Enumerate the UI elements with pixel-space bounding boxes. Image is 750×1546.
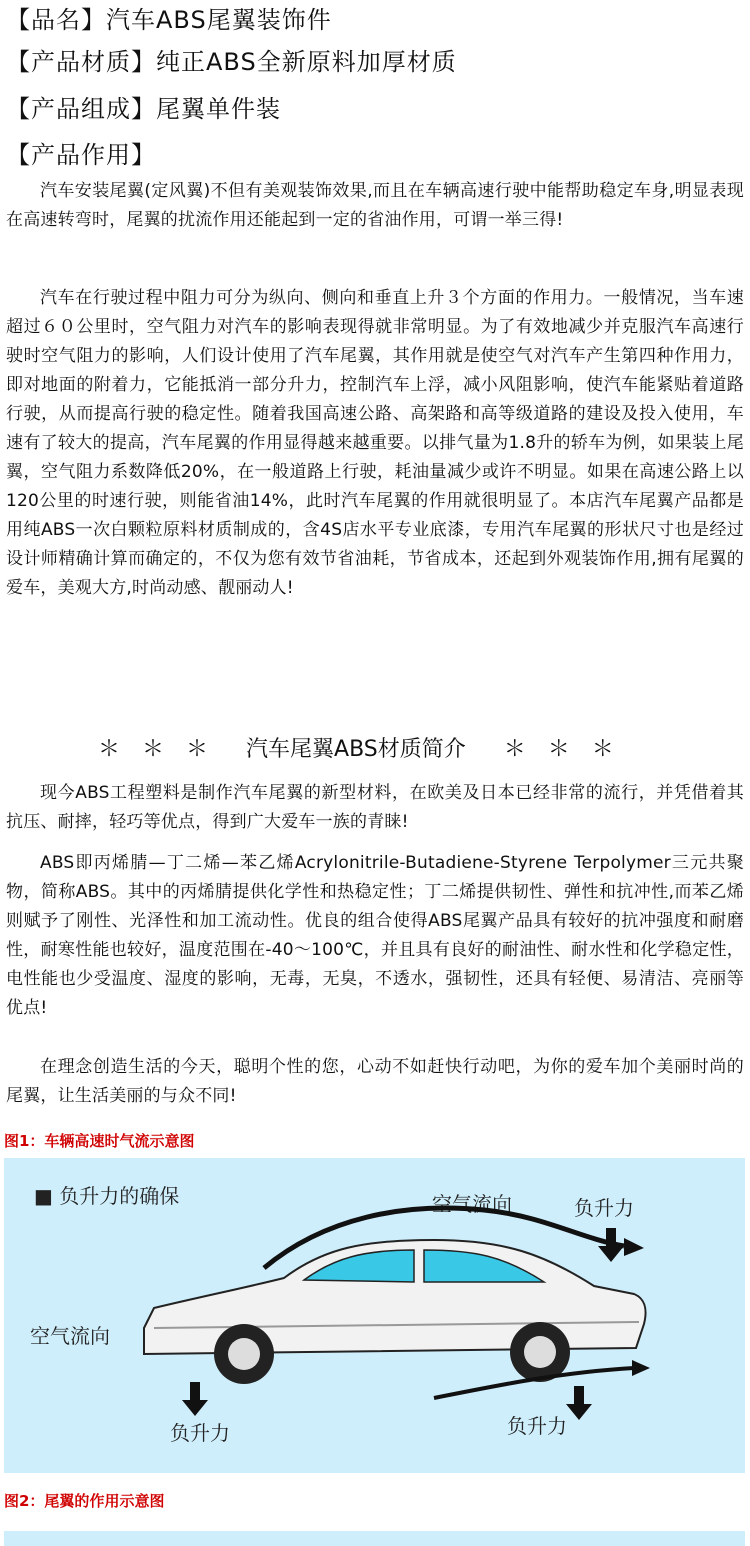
car-illustration — [4, 1158, 745, 1473]
label-airflow-top: 空气流向 — [432, 1192, 512, 1216]
spec-composition: 【产品组成】尾翼单件装 — [6, 95, 281, 123]
spec-function-heading: 【产品作用】 — [6, 141, 156, 169]
stars-left: ＊ ＊ ＊ — [98, 737, 209, 762]
bottom-left-downforce-arrowhead — [182, 1400, 208, 1416]
top-downforce-arrow-shaft — [606, 1228, 616, 1248]
figure-2-diagram — [4, 1531, 745, 1546]
top-downforce-arrowhead — [598, 1246, 624, 1262]
material-paragraph-2: ABS即丙烯腈—丁二烯—苯乙烯Acrylonitrile-Butadiene-Styrene Terpolymer三元共聚物，简称ABS。其中的丙烯腈提供化学性和热稳定性；丁二烯提供韧性、弹性和抗冲性,而苯乙烯则赋予了刚性、光泽性和加工流动性。优良的组合使得ABS尾翼产品具有较好的抗冲强度和耐磨性，耐寒性能也较好，温度范围在-40～100℃，并且具有良好的耐油性、耐水性和化学稳定性，电性能也少受温度、湿度的影响，无毒，无臭，不透水，强韧性，还具有轻便、易清洁、亮丽等优点! — [6, 853, 744, 1018]
figure-1-airflow-diagram — [4, 1158, 745, 1473]
label-lift-bottom-right: 负升力 — [507, 1414, 567, 1438]
stars-right: ＊ ＊ ＊ — [503, 737, 614, 762]
intro-paragraph-2: 汽车在行驶过程中阻力可分为纵向、侧向和垂直上升３个方面的作用力。一般情况，当车速超过６０公里时，空气阻力对汽车的影响表现得就非常明显。为了有效地减少并克服汽车高速行驶时空气阻力的影响，人们设计使用了汽车尾翼，其作用就是使空气对汽车产生第四种作用力，即对地面的附着力，它能抵消一部分升力，控制汽车上浮，减小风阻影响，使汽车能紧贴着道路行驶，从而提高行驶的稳定性。随着我国高速公路、高架路和高等级道路的建设及投入使用，车速有了较大的提高，汽车尾翼的作用显得越来越重要。以排气量为1.8升的轿车为例，如果装上尾翼，空气阻力系数降低20%，在一般道路上行驶，耗油量减少或许不明显。如果在高速公路上以120公里的时速行驶，则能省油14%，此时汽车尾翼的作用就很明显了。本店汽车尾翼产品都是用纯ABS一次白颗粒原料材质制成的，含4S店水平专业底漆，专用汽车尾翼的形状尺寸也是经过设计师精确计算而确定的，不仅为您有效节省油耗，节省成本，还起到外观装饰作用,拥有尾翼的爱车，美观大方,时尚动感、靓丽动人! — [6, 288, 744, 598]
figure-1-caption: 图1：车辆高速时气流示意图 — [4, 1132, 195, 1150]
rear-hub — [524, 1336, 556, 1368]
figure-2-caption: 图2：尾翼的作用示意图 — [4, 1492, 165, 1510]
roof-airflow-arrowhead — [624, 1238, 644, 1256]
section-heading — [0, 732, 750, 763]
material-paragraph-1: 现今ABS工程塑料是制作汽车尾翼的新型材料，在欧美及日本已经非常的流行，并凭借着其抗压、耐摔，轻巧等优点，得到广大爱车一族的青睐! — [6, 783, 744, 832]
label-lift-top: 负升力 — [574, 1196, 634, 1220]
material-paragraph-3: 在理念创造生活的今天，聪明个性的您，心动不如赶快行动吧，为你的爱车加个美丽时尚的尾翼，让生活美丽的与众不同! — [6, 1057, 744, 1106]
spec-material: 【产品材质】纯正ABS全新原料加厚材质 — [6, 48, 457, 76]
bottom-right-downforce-shaft — [574, 1386, 584, 1406]
front-hub — [228, 1338, 260, 1370]
label-airflow-left: 空气流向 — [30, 1324, 110, 1348]
intro-paragraph-1: 汽车安装尾翼(定风翼)不但有美观装饰效果,而且在车辆高速行驶中能帮助稳定车身,明显表现在高速转弯时，尾翼的扰流作用还能起到一定的省油作用，可谓一举三得! — [6, 181, 744, 230]
label-lift-bottom-left: 负升力 — [170, 1421, 230, 1445]
bottom-right-downforce-arrowhead — [566, 1404, 592, 1420]
under-airflow-arrowhead — [632, 1360, 650, 1376]
spec-name: 【品名】汽车ABS尾翼装饰件 — [6, 6, 332, 34]
bottom-left-downforce-shaft — [190, 1382, 200, 1402]
section-title: 汽车尾翼ABS材质简介 — [246, 737, 466, 762]
figure-legend: ■ 负升力的确保 — [34, 1184, 180, 1208]
